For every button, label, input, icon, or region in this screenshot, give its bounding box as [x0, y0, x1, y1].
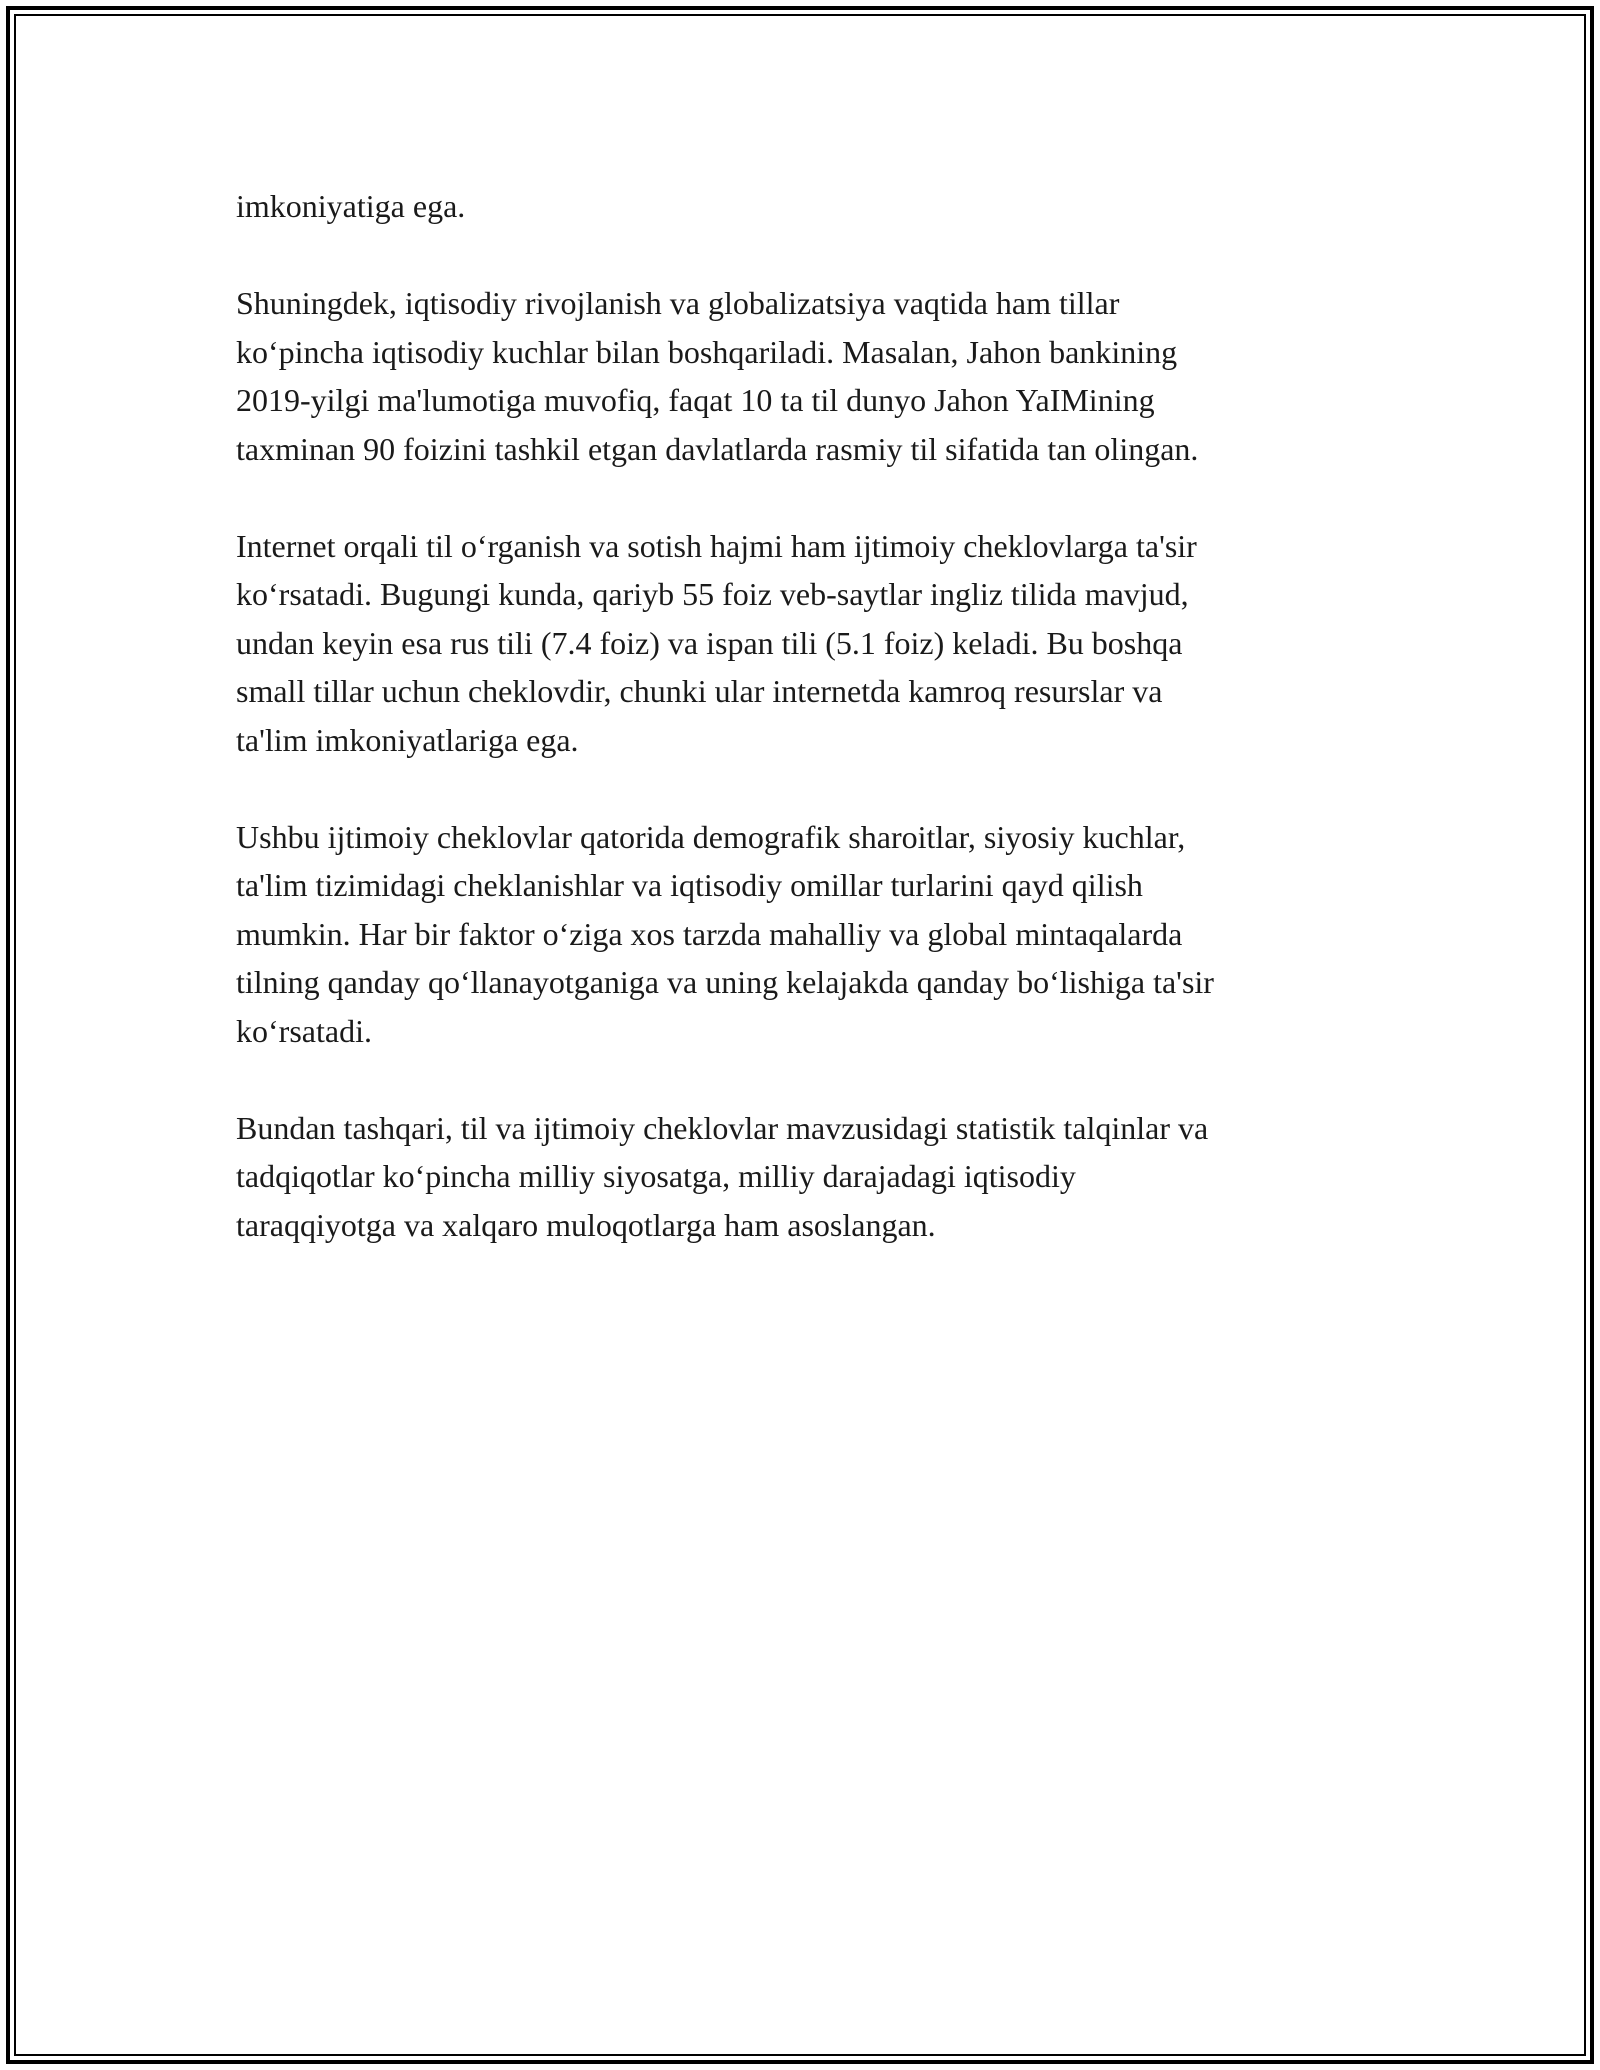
text-line: tadqiqotlar ko‘pincha milliy siyosatga, milliy darajadagi iqtisodiy	[236, 1158, 1076, 1194]
text-line: Internet orqali til o‘rganish va sotish hajmi ham ijtimoiy cheklovlarga ta'sir	[236, 527, 1197, 564]
text-line: undan keyin esa rus tili (7.4 foiz) va ispan tili (5.1 foiz) keladi. Bu boshqa	[236, 624, 1183, 661]
text-line: ko‘pincha iqtisodiy kuchlar bilan boshqariladi. Masalan, Jahon bankining	[236, 333, 1178, 370]
paragraph	[236, 813, 1386, 1056]
document-body	[236, 182, 1386, 1298]
text-line: taxminan 90 foizini tashkil etgan davlatlarda rasmiy til sifatida tan olingan.	[236, 430, 1199, 467]
text-line: Bundan tashqari, til va ijtimoiy cheklovlar mavzusidagi statistik talqinlar va	[236, 1109, 1209, 1146]
paragraph	[236, 522, 1386, 765]
text-line: taraqqiyotga va xalqaro muloqotlarga ham asoslangan.	[236, 1206, 936, 1243]
text-line: ta'lim tizimidagi cheklanishlar va iqtisodiy omillar turlarini qayd qilish	[236, 867, 1143, 903]
text-line: small tillar uchun cheklovdir, chunki ular internetda kamroq resurslar va	[236, 673, 1163, 709]
text-line: ko‘rsatadi. Bugungi kunda, qariyb 55 foiz veb-saytlar ingliz tilida mavjud,	[236, 576, 1189, 612]
text-line: Ushbu ijtimoiy cheklovlar qatorida demografik sharoitlar, siyosiy kuchlar,	[236, 818, 1186, 855]
text-line: 2019-yilgi ma'lumotiga muvofiq, faqat 10 ta til dunyo Jahon YaIMining	[236, 382, 1155, 418]
paragraph	[236, 279, 1386, 473]
text-line: imkoniyatiga ega.	[236, 188, 466, 224]
text-line: tilning qanday qo‘llanayotganiga va uning kelajakda qanday bo‘lishiga ta'sir	[236, 964, 1214, 1000]
paragraph	[236, 182, 1386, 231]
text-line: Shuningdek, iqtisodiy rivojlanish va globalizatsiya vaqtida ham tillar	[236, 285, 1120, 321]
text-line: ta'lim imkoniyatlariga ega.	[236, 721, 579, 758]
paragraph	[236, 1104, 1386, 1250]
text-line: mumkin. Har bir faktor o‘ziga xos tarzda mahalliy va global mintaqalarda	[236, 915, 1183, 952]
text-line: ko‘rsatadi.	[236, 1012, 372, 1049]
